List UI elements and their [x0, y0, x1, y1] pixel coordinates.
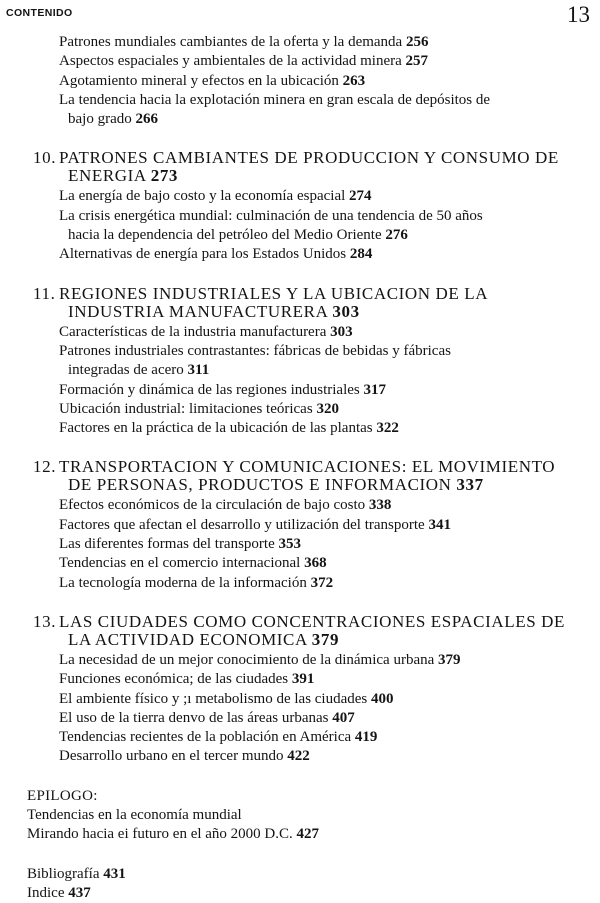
- toc-entry: Características de la industria manufacturera 303: [59, 323, 353, 340]
- toc-back-matter: [0, 865, 600, 903]
- toc-entry: Mirando hacia ei futuro en el año 2000 D.C. 427: [27, 826, 320, 843]
- toc-intro-entries: [0, 33, 600, 129]
- toc-entry: Factores que afectan el desarrollo y utilización del transporte 341: [59, 516, 451, 533]
- toc-entry: El uso de la tierra denvo de las áreas urbanas 407: [59, 709, 355, 726]
- chapter-number: 11.: [33, 283, 56, 303]
- chapter-title: 11. REGIONES INDUSTRIALES Y LA UBICACION DE LA: [0, 285, 600, 303]
- chapter-title-continuation: INDUSTRIA MANUFACTURERA 303: [68, 301, 360, 321]
- toc-entry: Alternativas de energía para los Estados Unidos 284: [59, 246, 373, 263]
- toc-entry-bibliography: Bibliografía 431: [27, 865, 126, 882]
- toc-entry-index: Indice 437: [27, 884, 91, 901]
- toc-entry: Las diferentes formas del transporte 353: [59, 536, 301, 553]
- chapter-title-continuation: DE PERSONAS, PRODUCTOS E INFORMACION 337: [68, 475, 484, 495]
- toc-entry: Tendencias en el comercio internacional 368: [59, 555, 327, 572]
- toc-entry: Desarrollo urbano en el tercer mundo 422: [59, 748, 310, 765]
- chapter-title: 12. TRANSPORTACION Y COMUNICACIONES: EL MOVIMIENTO: [0, 458, 600, 476]
- toc-entry: La crisis energética mundial: culminación de una tendencia de 50 años: [59, 207, 483, 224]
- toc-entry-continuation: hacia la dependencia del petróleo del Medio Oriente 276: [68, 227, 408, 244]
- toc-entry: El ambiente físico y ;ı metabolismo de las ciudades 400: [59, 690, 394, 707]
- toc-entry: La tecnología moderna de la información 372: [59, 574, 334, 591]
- toc-chapter-10: [0, 149, 600, 264]
- toc-entry: Ubicación industrial: limitaciones teóricas 320: [59, 400, 339, 417]
- toc-entry: Agotamiento mineral y efectos en la ubicación 263: [59, 72, 366, 89]
- chapter-title-continuation: ENERGIA 273: [68, 166, 179, 186]
- toc-entry: La necesidad de un mejor conocimiento de la dinámica urbana 379: [59, 651, 461, 668]
- toc-entry-continuation: bajo grado 266: [68, 111, 158, 128]
- toc-entry: Tendencias en la economía mundial: [27, 807, 242, 824]
- chapter-title: 13. LAS CIUDADES COMO CONCENTRACIONES ESPACIALES DE: [0, 613, 600, 631]
- chapter-title-continuation: LA ACTIVIDAD ECONOMICA 379: [68, 629, 340, 649]
- toc-entry: Aspectos espaciales y ambientales de la actividad minera 257: [59, 53, 429, 70]
- toc-entry: Tendencias recientes de la población en América 419: [59, 729, 378, 746]
- toc-entry: Patrones industriales contrastantes: fábricas de bebidas y fábricas: [59, 342, 451, 359]
- toc-entry: Patrones mundiales cambiantes de la oferta y la demanda 256: [59, 34, 429, 50]
- page-number: 13: [567, 2, 590, 27]
- toc-chapter-11: [0, 285, 600, 439]
- running-head: CONTENIDO: [6, 7, 73, 19]
- chapter-number: 13.: [33, 611, 57, 631]
- chapter-number: 10.: [33, 148, 57, 168]
- toc-entry-continuation: integradas de acero 311: [68, 362, 210, 379]
- toc-entry: La tendencia hacia la explotación minera en gran escala de depósitos de: [59, 91, 491, 108]
- chapter-title: 10. PATRONES CAMBIANTES DE PRODUCCION Y CONSUMO DE: [0, 149, 600, 167]
- chapter-number: 12.: [33, 457, 57, 477]
- toc-chapter-12: [0, 458, 600, 592]
- toc-entry: La energía de bajo costo y la economía espacial 274: [59, 188, 372, 205]
- toc-entry: Funciones económica; de las ciudades 391: [59, 671, 315, 688]
- toc-entry: Factores en la práctica de la ubicación de las plantas 322: [59, 420, 399, 437]
- toc-entry: Efectos económicos de la circulación de bajo costo 338: [59, 497, 392, 514]
- toc-entry: Formación y dinámica de las regiones industriales 317: [59, 381, 387, 398]
- table-of-contents: [0, 33, 600, 903]
- toc-chapter-13: [0, 613, 600, 767]
- epilogue-heading: EPILOGO:: [27, 787, 98, 804]
- toc-epilogue: [0, 787, 600, 845]
